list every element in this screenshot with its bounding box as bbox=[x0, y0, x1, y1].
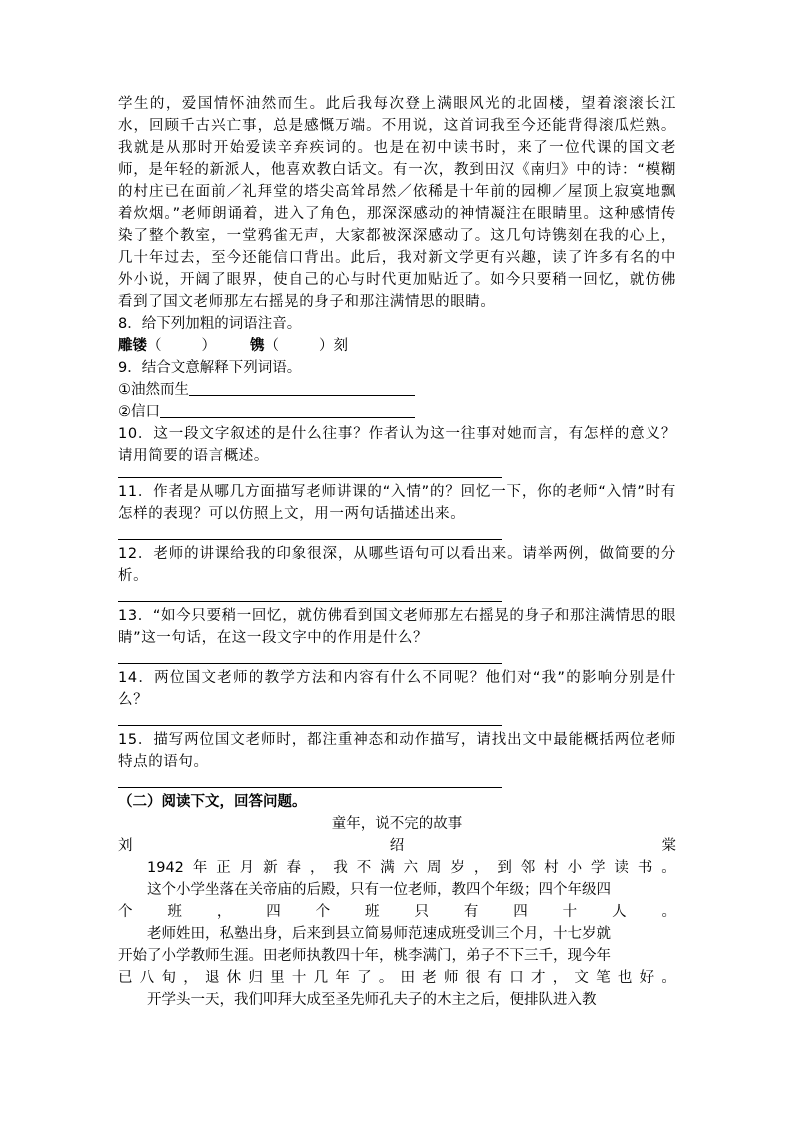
question-15: 15．描写两位国文老师时，都注重神态和动作描写，请找出文中最能概括两位老师特点的语句。 bbox=[118, 732, 676, 770]
story-char: 了 bbox=[357, 970, 372, 986]
author-char: 刘 bbox=[118, 838, 133, 854]
story-para-3-line-1: 老师姓田，私塾出身，后来到县立简易师范速成班受训三个月，十七岁就 bbox=[147, 926, 611, 942]
answer-line[interactable] bbox=[118, 587, 502, 602]
answer-line[interactable] bbox=[118, 711, 502, 726]
story-char: 六 bbox=[403, 860, 419, 876]
story-line-1 bbox=[118, 857, 676, 879]
answer-line[interactable] bbox=[118, 467, 502, 478]
question-14: 14．两位国文老师的教学方法和内容有什么不同呢？他们对“我”的影响分别是什么？ bbox=[118, 670, 676, 708]
story-char: 已 bbox=[118, 970, 133, 986]
story-char: 邻 bbox=[520, 860, 536, 876]
story-char: 春 bbox=[286, 860, 302, 876]
author-char: 绍 bbox=[389, 838, 405, 854]
question-8-items bbox=[118, 335, 676, 357]
answer-blank[interactable] bbox=[189, 380, 415, 396]
story-para-2-line-2 bbox=[118, 901, 676, 923]
q9-item-2-label: ②信口 bbox=[118, 404, 160, 420]
story-char: 读 bbox=[614, 860, 629, 876]
story-char: 岁 bbox=[450, 860, 465, 876]
story-char: 退 bbox=[204, 970, 220, 986]
story-char: 周 bbox=[427, 860, 442, 876]
question-12: 12．老师的讲课给我的印象很深，从哪些语句可以看出来。请举两例，做简要的分析。 bbox=[118, 546, 676, 584]
answer-line[interactable] bbox=[118, 649, 502, 664]
story-char: 满 bbox=[380, 860, 395, 876]
question-9: 9．结合文意解释下列词语。 bbox=[118, 360, 302, 376]
paren-close-2: ）刻 bbox=[319, 338, 348, 354]
paren-open-2: （ bbox=[264, 338, 279, 354]
story-char: 正 bbox=[216, 860, 231, 876]
story-char: 四 bbox=[266, 904, 281, 920]
story-char: 十 bbox=[291, 970, 307, 986]
bold-word-2: 镌 bbox=[250, 338, 265, 354]
story-char: 学 bbox=[591, 860, 606, 876]
story-char: 里 bbox=[270, 970, 285, 986]
story-char: 月 bbox=[239, 860, 255, 876]
story-char: 。 bbox=[378, 970, 394, 986]
q9-item-1-label: ①油然而生 bbox=[118, 382, 189, 398]
story-char: 笔 bbox=[596, 970, 611, 986]
story-para-4-line-1: 开学头一天，我们叩拜大成至圣先师孔夫子的木主之后，便排队进入教 bbox=[147, 992, 597, 1008]
story-title: 童年，说不完的故事 bbox=[331, 816, 463, 832]
story-para-3-line-2: 开始了小学教师生涯。田老师执教四十年，桃李满门，弟子不下三千，现今年 bbox=[118, 948, 611, 964]
story-char: 年 bbox=[192, 860, 208, 876]
story-char: 十 bbox=[562, 904, 578, 920]
author-char: 棠 bbox=[661, 838, 676, 854]
story-char: 文 bbox=[574, 970, 589, 986]
answer-line[interactable] bbox=[118, 525, 502, 540]
story-char: 班 bbox=[167, 904, 182, 920]
question-13: 13．“如今只要稍一回忆，就仿佛看到国文老师那左右摇晃的身子和那注满情思的眼睛”这一句话，在这一段文字中的作用是什么？ bbox=[118, 608, 676, 646]
section-2-heading: （二）阅读下文，回答问题。 bbox=[118, 794, 307, 810]
story-char: 口 bbox=[509, 970, 524, 986]
story-char: 很 bbox=[465, 970, 481, 986]
story-char: 小 bbox=[567, 860, 583, 876]
story-char: 。 bbox=[661, 904, 676, 920]
story-char: 老 bbox=[422, 970, 437, 986]
story-char: 班 bbox=[365, 904, 380, 920]
story-char: 休 bbox=[226, 970, 242, 986]
story-char: 。 bbox=[661, 970, 676, 986]
story-char: 书 bbox=[637, 860, 653, 876]
question-9-item-1 bbox=[118, 379, 676, 401]
story-char: 1942 bbox=[147, 860, 184, 876]
passage-paragraph: 学生的，爱国情怀油然而生。此后我每次登上满眼风光的北固楼，望着滚滚长江水，回顾千古兴亡事，总是感慨万端。不用说，这首词我至今还能背得滚瓜烂熟。我就是从那时开始爱读辛弃疾词的。也是在初中读书时，来了一位代课的国文老师，是年轻的新派人，他喜欢教白话文。有一次，教到田汉《南归》中的诗：“模糊的村庄已在面前／礼拜堂的塔尖高耸昂然／依稀是十年前的园柳／屋顶上寂寞地飘着炊烟。”老师朗诵着，进入了角色，那深深感动的神情凝注在眼睛里。这种感情传染了整个教室，一堂鸦雀无声，大家都被深深感动了。这几句诗镌刻在我的心上，几十年过去，至今还能信口背出。此后，我对新文学更有兴趣，读了许多有名的中外小说，开阔了眼界，使自己的心与时代更加贴近了。如今只要稍一回忆，就仿佛看到了国文老师那左右摇晃的身子和那注满情思的眼睛。 bbox=[118, 96, 676, 310]
story-char: 旬 bbox=[161, 970, 176, 986]
paren-open-1: （ bbox=[147, 338, 162, 354]
story-char: 。 bbox=[661, 860, 676, 876]
story-char: 新 bbox=[263, 860, 278, 876]
question-10: 10．这一段文字叙述的是什么往事？作者认为这一往事对她而言，有怎样的意义？请用简要的语言概述。 bbox=[118, 426, 676, 464]
story-char: 年 bbox=[335, 970, 350, 986]
story-char: 师 bbox=[444, 970, 459, 986]
story-char: 田 bbox=[400, 970, 416, 986]
story-char: 不 bbox=[356, 860, 372, 876]
story-para-3-line-3 bbox=[118, 967, 676, 989]
story-char: 只 bbox=[414, 904, 429, 920]
story-char: 个 bbox=[118, 904, 133, 920]
story-char: ， bbox=[309, 860, 325, 876]
bold-word-1: 雕镂 bbox=[118, 338, 147, 354]
story-char: ， bbox=[552, 970, 568, 986]
story-char: 几 bbox=[313, 970, 329, 986]
story-char: 八 bbox=[139, 970, 155, 986]
story-char: 好 bbox=[639, 970, 655, 986]
question-8: 8．给下列加粗的词语注音。 bbox=[118, 316, 302, 332]
paren-close-1: ） bbox=[201, 338, 216, 354]
story-char: 四 bbox=[513, 904, 528, 920]
story-char: 到 bbox=[497, 860, 512, 876]
question-11: 11．作者是从哪几方面描写老师讲课的“入情”的？回忆一下，你的老师“入情”时有怎样的表现？可以仿照上文，用一两句话描述出来。 bbox=[118, 484, 676, 522]
story-char: 村 bbox=[544, 860, 559, 876]
story-char: ， bbox=[473, 860, 489, 876]
story-char: 人 bbox=[612, 904, 627, 920]
story-char: 有 bbox=[487, 970, 502, 986]
story-char: 才 bbox=[530, 970, 546, 986]
answer-blank[interactable] bbox=[160, 402, 415, 418]
story-char: 有 bbox=[463, 904, 479, 920]
story-char: 也 bbox=[617, 970, 633, 986]
story-para-2-line-1: 这个小学坐落在关帝庙的后殿，只有一位老师，教四个年级；四个年级四 bbox=[147, 882, 611, 898]
question-9-item-2 bbox=[118, 401, 676, 423]
story-author bbox=[118, 835, 676, 857]
story-char: ， bbox=[183, 970, 198, 986]
answer-line[interactable] bbox=[118, 773, 502, 788]
story-char: ， bbox=[216, 904, 232, 920]
story-char: 个 bbox=[315, 904, 331, 920]
document-page bbox=[118, 93, 676, 1011]
story-char: 我 bbox=[333, 860, 348, 876]
story-char: 归 bbox=[248, 970, 263, 986]
